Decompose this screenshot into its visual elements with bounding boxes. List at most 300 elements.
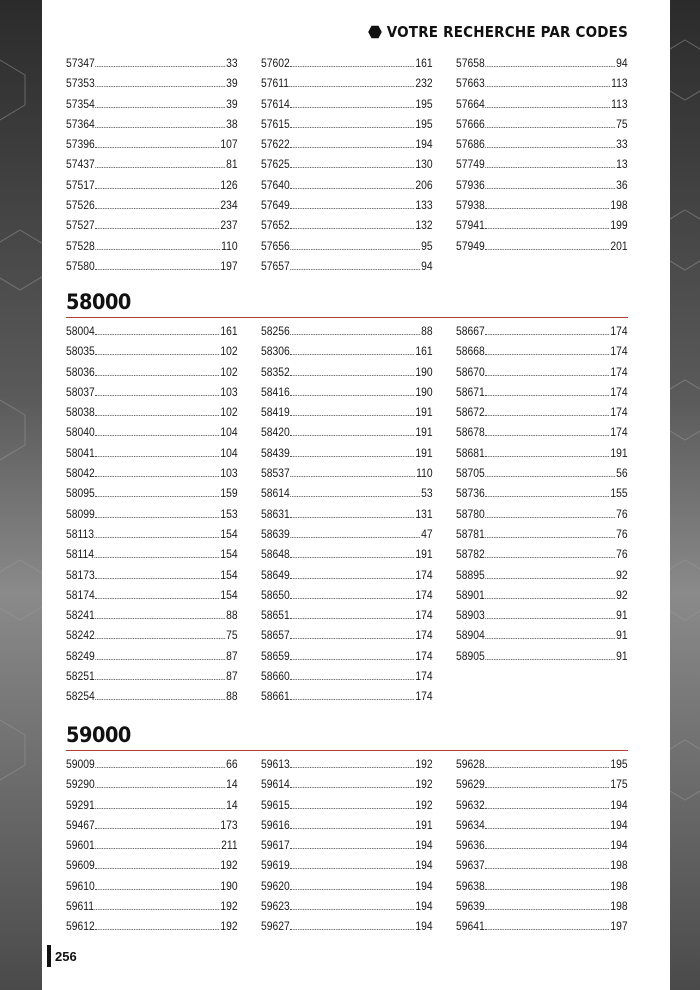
dot-leader [291, 366, 415, 376]
index-entry [66, 608, 238, 628]
index-entry [261, 56, 433, 76]
dot-leader [291, 900, 415, 910]
entry-code: 57347 [66, 56, 95, 70]
entry-code: 58780 [456, 506, 485, 521]
entry-page-number: 201 [610, 238, 628, 253]
index-entry [261, 669, 433, 689]
dot-leader [486, 609, 616, 619]
entry-page-number: 192 [415, 797, 433, 812]
dot-leader [291, 240, 421, 250]
index-entry [456, 628, 628, 648]
entry-page-number: 198 [610, 878, 628, 893]
entry-page-number: 190 [220, 878, 238, 893]
entry-page-number: 113 [611, 96, 628, 111]
index-column [261, 757, 433, 940]
entry-code: 59615 [261, 797, 290, 812]
entry-page-number: 173 [220, 817, 238, 832]
dot-leader [95, 548, 220, 558]
entry-page-number: 195 [415, 96, 433, 111]
index-entry [261, 628, 433, 648]
entry-code: 59609 [66, 858, 95, 873]
entry-page-number: 103 [220, 384, 238, 399]
entry-page-number: 174 [610, 425, 628, 440]
index-entry [456, 178, 628, 198]
index-entry [66, 818, 238, 838]
dot-leader [291, 426, 415, 436]
dot-leader [96, 819, 220, 829]
entry-page-number: 103 [220, 466, 238, 481]
entry-page-number: 159 [220, 486, 238, 501]
entry-page-number: 154 [220, 547, 238, 562]
entry-page-number: 14 [226, 797, 238, 812]
entry-page-number: 81 [226, 157, 238, 172]
entry-page-number: 192 [220, 858, 238, 873]
entry-page-number: 92 [616, 567, 628, 582]
index-entry [261, 117, 433, 137]
dot-leader [486, 158, 616, 168]
entry-code: 59291 [66, 797, 95, 812]
entry-code: 58537 [261, 466, 290, 481]
index-entry [66, 547, 238, 567]
dot-leader [291, 758, 415, 768]
entry-code: 57658 [456, 56, 485, 70]
index-entry [456, 466, 628, 486]
entry-code: 58895 [456, 567, 485, 582]
entry-code: 58736 [456, 486, 485, 501]
entry-code: 57353 [66, 76, 95, 91]
entry-code: 58639 [261, 526, 290, 541]
index-entry [66, 137, 238, 157]
section-rule-58000 [66, 317, 628, 318]
index-entry [456, 798, 628, 818]
page-footer [47, 945, 77, 967]
entry-code: 57611 [261, 76, 289, 91]
index-entry [66, 218, 238, 238]
dot-leader [291, 118, 415, 128]
entry-code: 59619 [261, 858, 290, 873]
entry-code: 58439 [261, 445, 290, 460]
dot-leader [486, 589, 616, 599]
entry-page-number: 174 [610, 384, 628, 399]
index-entry [261, 324, 433, 344]
entry-code: 59629 [456, 777, 485, 792]
entry-code: 58420 [261, 425, 290, 440]
entry-page-number: 192 [220, 919, 238, 934]
entry-page-number: 191 [610, 445, 628, 460]
dot-leader [96, 880, 220, 890]
dot-leader [291, 690, 415, 700]
dot-leader [96, 778, 226, 788]
entry-code: 58040 [66, 425, 95, 440]
entry-page-number: 192 [415, 757, 433, 771]
index-entry [66, 838, 238, 858]
dot-leader [486, 199, 610, 209]
index-entry [456, 344, 628, 364]
entry-code: 58249 [66, 648, 95, 663]
dot-leader [96, 589, 220, 599]
dot-leader [95, 528, 220, 538]
entry-page-number: 113 [611, 76, 628, 91]
index-entry [66, 259, 238, 279]
entry-code: 57614 [261, 96, 290, 111]
index-entry [456, 365, 628, 385]
entry-page-number: 195 [415, 116, 433, 131]
entry-page-number: 174 [610, 324, 628, 338]
entry-code: 57938 [456, 198, 485, 213]
index-entry [261, 425, 433, 445]
entry-page-number: 206 [415, 177, 433, 192]
index-entry [261, 568, 433, 588]
index-entry [261, 365, 433, 385]
entry-page-number: 107 [220, 137, 238, 152]
index-entry [66, 527, 238, 547]
entry-code: 57949 [456, 238, 485, 253]
entry-page-number: 14 [226, 777, 238, 792]
dot-leader [291, 650, 415, 660]
entry-page-number: 47 [421, 526, 433, 541]
index-entry [66, 649, 238, 669]
entry-code: 58037 [66, 384, 95, 399]
index-entry [66, 919, 238, 939]
index-entry [261, 486, 433, 506]
dot-leader [96, 98, 226, 108]
index-entry [66, 689, 238, 709]
index-entry [456, 76, 628, 96]
entry-code: 58419 [261, 405, 290, 420]
entry-page-number: 88 [226, 608, 238, 623]
index-entry [261, 385, 433, 405]
dot-leader [291, 508, 415, 518]
index-entry [66, 669, 238, 689]
index-entry [261, 97, 433, 117]
dot-leader [486, 778, 610, 788]
entry-code: 58416 [261, 384, 290, 399]
dot-leader [291, 158, 415, 168]
entry-code: 57526 [66, 198, 95, 213]
index-entry [261, 649, 433, 669]
entry-code: 57652 [261, 218, 290, 233]
entry-page-number: 76 [616, 526, 628, 541]
entry-page-number: 76 [616, 506, 628, 521]
entry-code: 59627 [261, 919, 290, 934]
entry-code: 57649 [261, 198, 290, 213]
dot-leader [291, 880, 415, 890]
index-entry [456, 547, 628, 567]
dot-leader [96, 325, 220, 335]
entry-code: 58631 [261, 506, 290, 521]
entry-page-number: 39 [226, 96, 238, 111]
entry-code: 59620 [261, 878, 290, 893]
dot-leader [486, 98, 611, 108]
index-column [66, 56, 238, 279]
entry-page-number: 66 [226, 757, 238, 771]
entry-page-number: 33 [616, 137, 628, 152]
dot-leader [96, 467, 220, 477]
dot-leader [291, 260, 421, 270]
entry-page-number: 194 [415, 899, 433, 914]
entry-page-number: 132 [415, 218, 433, 233]
code-index-block-58000 [66, 324, 628, 710]
entry-page-number: 161 [415, 56, 433, 70]
dot-leader [96, 447, 220, 457]
entry-code: 57622 [261, 137, 290, 152]
entry-page-number: 102 [220, 364, 238, 379]
entry-page-number: 13 [616, 157, 628, 172]
entry-page-number: 92 [616, 587, 628, 602]
entry-page-number: 199 [610, 218, 628, 233]
index-entry [66, 466, 238, 486]
entry-page-number: 174 [415, 648, 433, 663]
entry-page-number: 232 [415, 76, 433, 91]
index-entry [456, 97, 628, 117]
entry-code: 59290 [66, 777, 95, 792]
section-title-59000: 59000 [66, 723, 131, 747]
entry-page-number: 110 [416, 466, 433, 481]
entry-page-number: 102 [220, 405, 238, 420]
index-column [261, 324, 433, 710]
entry-code: 59632 [456, 797, 485, 812]
entry-code: 58114 [66, 547, 94, 562]
dot-leader [291, 467, 416, 477]
dot-leader [486, 758, 610, 768]
index-entry [66, 628, 238, 648]
entry-code: 58035 [66, 344, 95, 359]
entry-code: 58657 [261, 628, 290, 643]
index-entry [66, 798, 238, 818]
entry-page-number: 174 [415, 689, 433, 704]
entry-code: 58173 [66, 567, 95, 582]
index-entry [66, 239, 238, 259]
entry-page-number: 94 [421, 258, 433, 273]
dot-leader [486, 650, 616, 660]
dot-leader [96, 629, 226, 639]
entry-code: 58905 [456, 648, 485, 663]
index-entry [456, 425, 628, 445]
entry-code: 58614 [261, 486, 290, 501]
index-entry [456, 838, 628, 858]
entry-page-number: 192 [415, 777, 433, 792]
entry-page-number: 194 [415, 137, 433, 152]
entry-page-number: 75 [616, 116, 628, 131]
entry-code: 58681 [456, 445, 485, 460]
entry-code: 58904 [456, 628, 485, 643]
entry-page-number: 191 [415, 425, 433, 440]
entry-page-number: 38 [226, 116, 238, 131]
dot-leader [486, 406, 610, 416]
index-entry [456, 588, 628, 608]
dot-leader [96, 609, 226, 619]
dot-leader [486, 345, 610, 355]
dot-leader [96, 386, 220, 396]
index-entry [456, 385, 628, 405]
dot-leader [96, 839, 221, 849]
entry-page-number: 211 [221, 838, 238, 853]
entry-page-number: 75 [226, 628, 238, 643]
index-entry [261, 178, 433, 198]
entry-page-number: 198 [610, 899, 628, 914]
index-entry [261, 899, 433, 919]
entry-page-number: 102 [220, 344, 238, 359]
entry-page-number: 192 [220, 899, 238, 914]
entry-page-number: 174 [610, 344, 628, 359]
index-entry [456, 757, 628, 777]
entry-code: 58306 [261, 344, 290, 359]
entry-page-number: 76 [616, 547, 628, 562]
dot-leader [291, 859, 415, 869]
index-entry [66, 178, 238, 198]
index-entry [66, 858, 238, 878]
index-entry [66, 777, 238, 797]
entry-code: 58659 [261, 648, 290, 663]
entry-code: 58781 [456, 526, 485, 541]
dot-leader [486, 57, 616, 67]
entry-code: 59610 [66, 878, 95, 893]
dot-leader [96, 406, 220, 416]
dot-leader [486, 467, 616, 477]
index-entry [261, 798, 433, 818]
index-entry [456, 137, 628, 157]
index-entry [261, 838, 433, 858]
dot-leader [291, 629, 415, 639]
entry-code: 59641 [456, 919, 485, 934]
entry-code: 57640 [261, 177, 290, 192]
index-entry [456, 218, 628, 238]
dot-leader [291, 528, 421, 538]
entry-code: 59009 [66, 757, 95, 771]
dot-leader [291, 819, 415, 829]
dot-leader [291, 548, 415, 558]
index-column [66, 757, 238, 940]
dot-leader [96, 758, 226, 768]
entry-code: 58038 [66, 405, 95, 420]
dot-leader [96, 57, 226, 67]
dot-leader [486, 179, 616, 189]
index-entry [261, 446, 433, 466]
entry-page-number: 94 [616, 56, 628, 70]
index-entry [261, 858, 433, 878]
dot-leader [96, 366, 220, 376]
dot-leader [291, 138, 415, 148]
entry-page-number: 174 [415, 587, 433, 602]
entry-code: 59616 [261, 817, 290, 832]
entry-page-number: 194 [415, 838, 433, 853]
code-index-block-59000 [66, 757, 628, 940]
entry-page-number: 191 [415, 547, 433, 562]
dot-leader [486, 528, 616, 538]
entry-code: 58671 [456, 384, 485, 399]
dot-leader [290, 77, 415, 87]
entry-page-number: 197 [220, 258, 238, 273]
entry-code: 58901 [456, 587, 485, 602]
dot-leader [291, 325, 421, 335]
dot-leader [96, 508, 220, 518]
entry-code: 57354 [66, 96, 95, 111]
dot-leader [486, 629, 616, 639]
entry-code: 58660 [261, 669, 290, 684]
entry-code: 57663 [456, 76, 485, 91]
index-entry [456, 239, 628, 259]
background-right-strip [670, 0, 700, 990]
index-entry [261, 507, 433, 527]
dot-leader [291, 447, 415, 457]
index-entry [66, 899, 238, 919]
entry-code: 57396 [66, 137, 95, 152]
entry-page-number: 161 [220, 324, 238, 338]
index-entry [456, 608, 628, 628]
dot-leader [291, 199, 415, 209]
dot-leader [486, 77, 611, 87]
index-column [66, 324, 238, 710]
dot-leader [291, 609, 415, 619]
entry-page-number: 194 [610, 797, 628, 812]
entry-page-number: 110 [221, 238, 238, 253]
entry-code: 57517 [66, 177, 95, 192]
entry-code: 57941 [456, 218, 485, 233]
entry-code: 58670 [456, 364, 485, 379]
entry-code: 58256 [261, 324, 290, 338]
dot-leader [291, 98, 415, 108]
index-entry [261, 689, 433, 709]
entry-code: 57437 [66, 157, 95, 172]
dot-leader [486, 900, 610, 910]
entry-page-number: 194 [415, 858, 433, 873]
index-entry [66, 757, 238, 777]
dot-leader [291, 179, 415, 189]
entry-page-number: 91 [616, 608, 628, 623]
entry-page-number: 133 [415, 198, 433, 213]
entry-page-number: 130 [415, 157, 433, 172]
entry-page-number: 53 [421, 486, 433, 501]
section-title-58000: 58000 [66, 290, 131, 314]
index-entry [456, 879, 628, 899]
index-entry [66, 588, 238, 608]
entry-code: 59611 [66, 899, 94, 914]
index-entry [66, 56, 238, 76]
index-entry [261, 879, 433, 899]
entry-code: 57527 [66, 218, 95, 233]
header-title: VOTRE RECHERCHE PAR CODES [386, 23, 628, 41]
dot-leader [96, 260, 220, 270]
entry-code: 59612 [66, 919, 95, 934]
index-entry [66, 157, 238, 177]
index-entry [261, 239, 433, 259]
dot-leader [291, 920, 415, 930]
index-entry [261, 259, 433, 279]
index-entry [456, 198, 628, 218]
index-entry [456, 507, 628, 527]
entry-page-number: 95 [421, 238, 433, 253]
entry-code: 57657 [261, 258, 290, 273]
entry-page-number: 190 [415, 384, 433, 399]
entry-code: 59639 [456, 899, 485, 914]
entry-page-number: 154 [220, 587, 238, 602]
index-entry [261, 344, 433, 364]
entry-code: 57615 [261, 116, 290, 131]
entry-page-number: 104 [220, 425, 238, 440]
index-entry [66, 446, 238, 466]
entry-code: 58036 [66, 364, 95, 379]
page-number: 256 [55, 948, 77, 964]
entry-code: 58095 [66, 486, 95, 501]
dot-leader [291, 487, 421, 497]
index-entry [261, 757, 433, 777]
dot-leader [96, 920, 220, 930]
entry-code: 57528 [66, 238, 95, 253]
index-entry [456, 324, 628, 344]
dot-leader [96, 118, 226, 128]
index-entry [261, 919, 433, 939]
entry-page-number: 237 [220, 218, 238, 233]
